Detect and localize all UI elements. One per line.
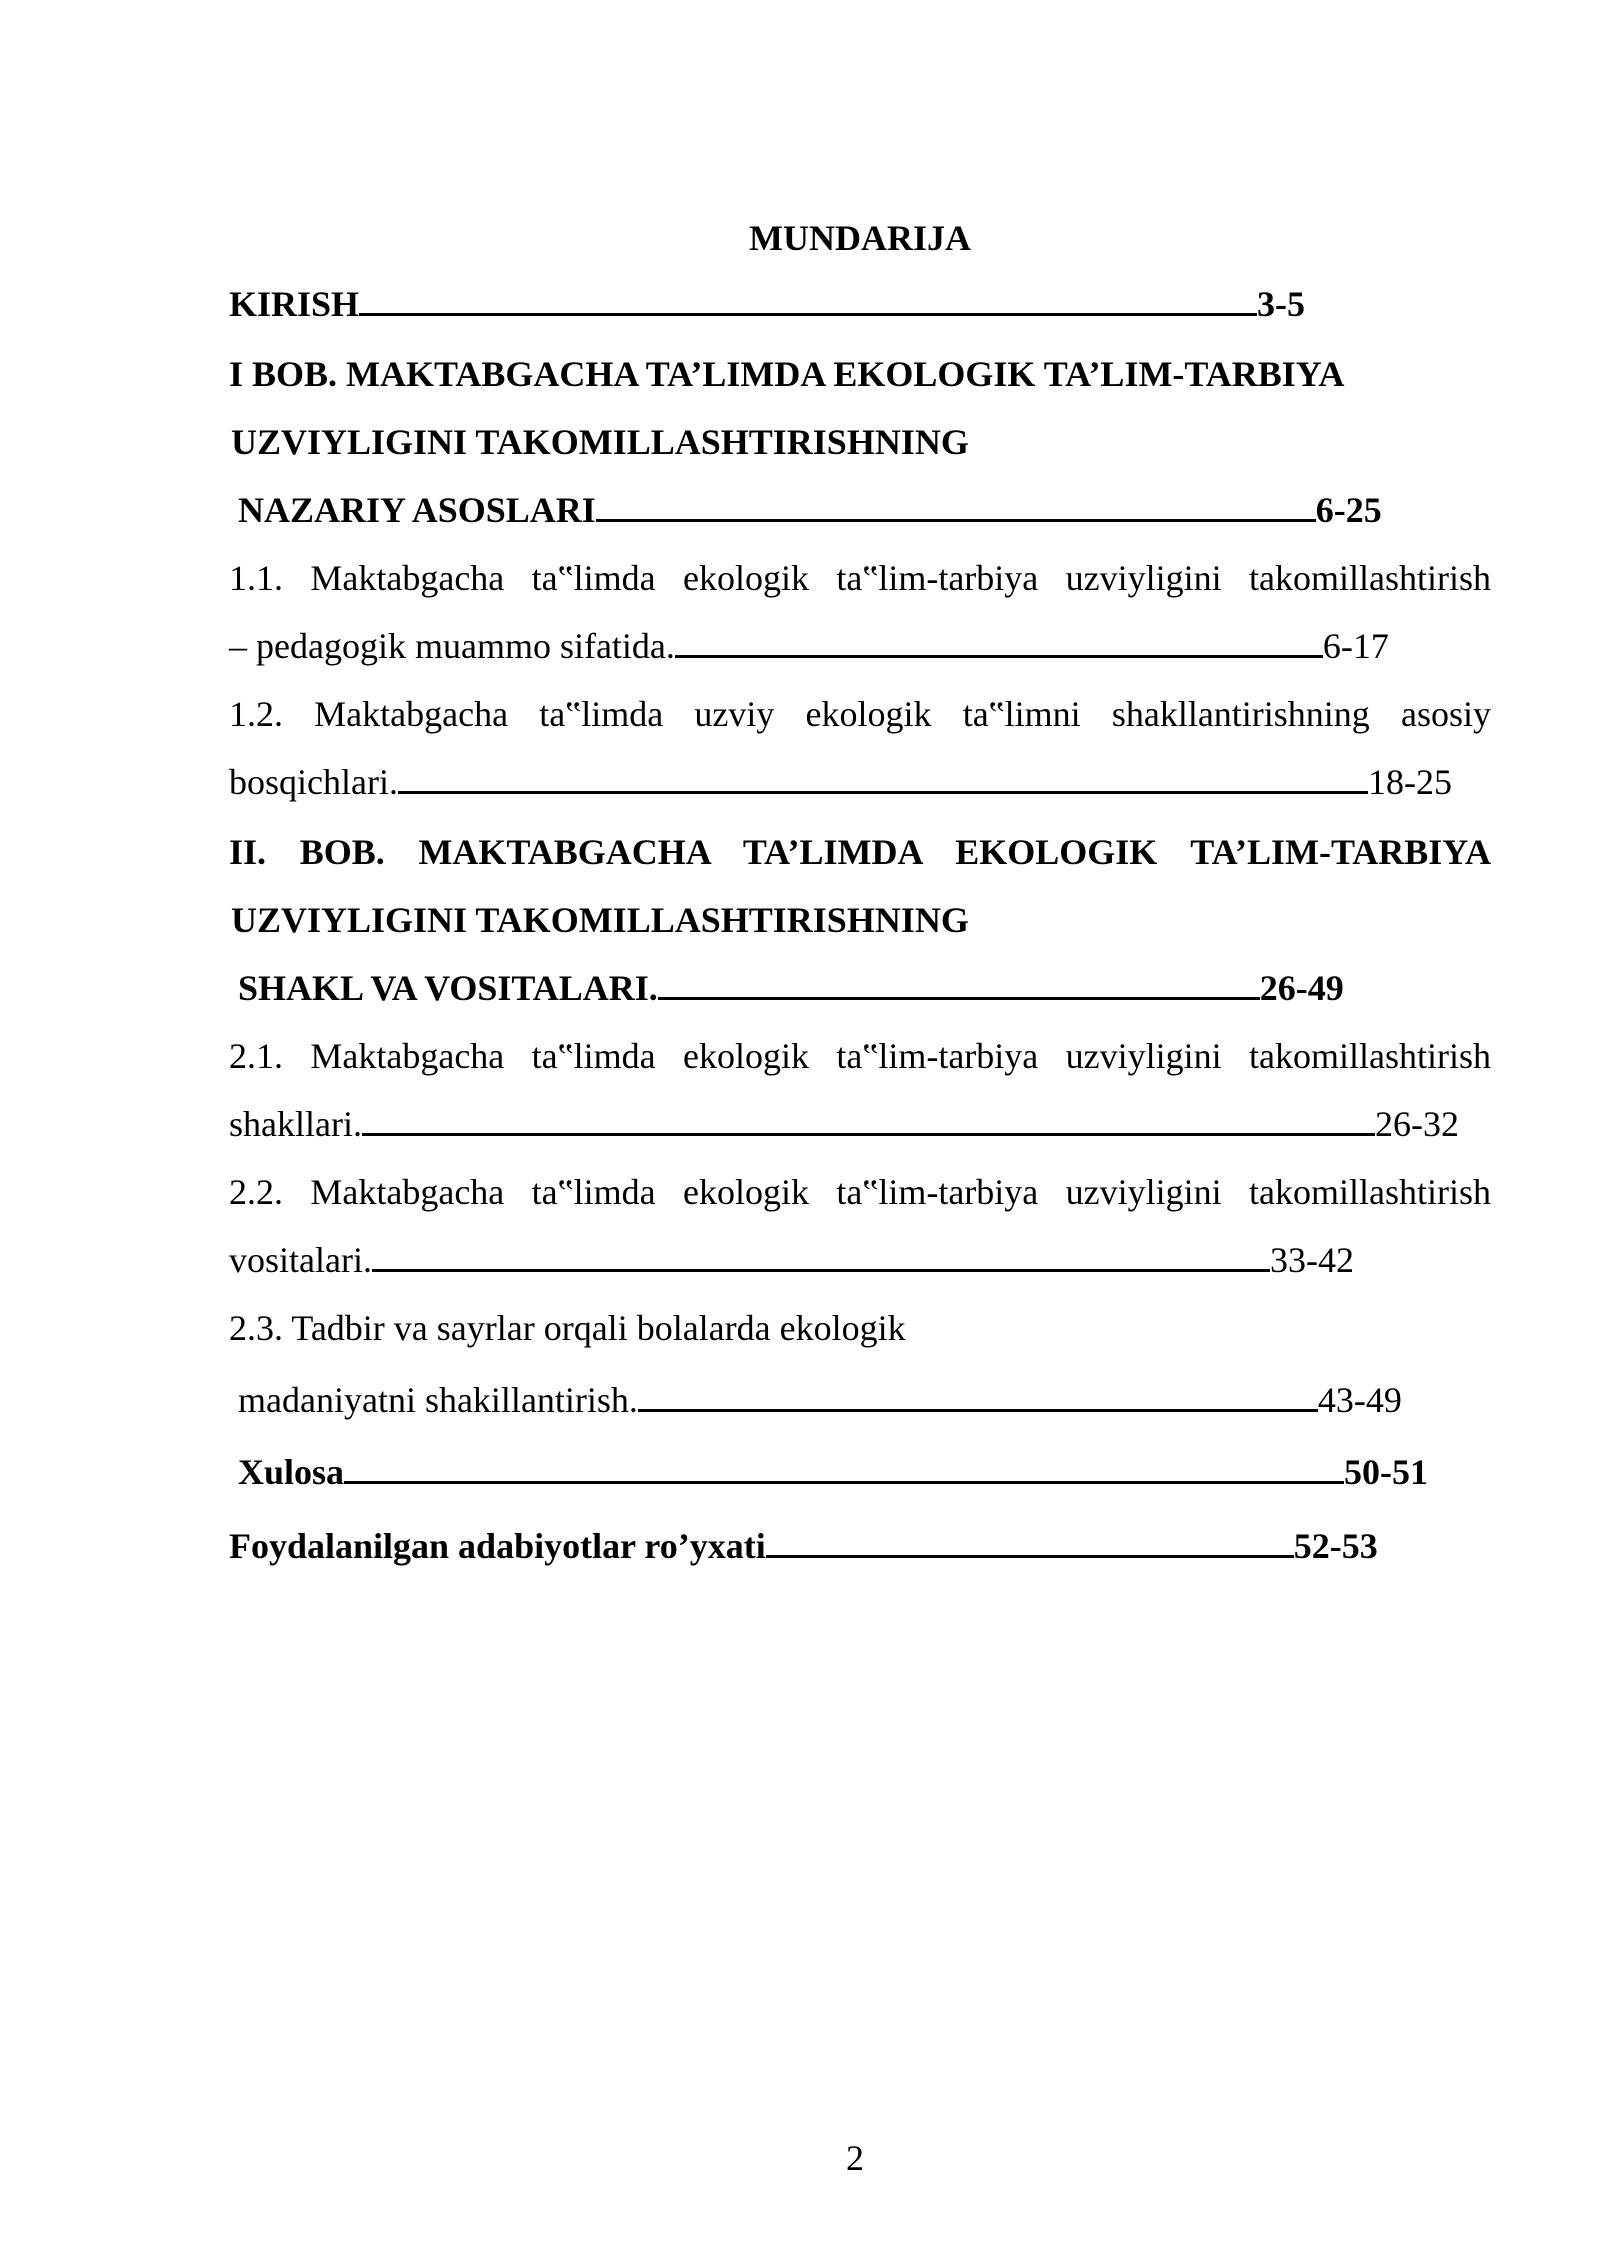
leader-line (675, 655, 1323, 658)
page-number: 2 (846, 2138, 864, 2178)
toc-chapter1-line2: UZVIYLIGINI TAKOMILLASHTIRISHNING (231, 422, 969, 462)
toc-section-1-1-line2 (229, 624, 1491, 668)
toc-entry-kirish (229, 282, 1491, 326)
toc-pages: 6-25 (1315, 490, 1382, 530)
leader-line (658, 997, 1260, 1000)
toc-label: Xulosa (238, 1452, 345, 1492)
toc-pages: 50-51 (1344, 1452, 1429, 1492)
toc-section-2-2-line1: 2.2. Maktabgacha ta‟limda ekologik ta‟lim-tarbiya uzviyligini takomillashtirish (229, 1172, 1491, 1212)
toc-label: Foydalanilgan adabiyotlar ro’yxati (229, 1526, 766, 1566)
toc-section-1-2-line1: 1.2. Maktabgacha ta‟limda uzviy ekologik ta‟limni shakllantirishning asosiy (229, 694, 1491, 734)
toc-entry-references (229, 1524, 1491, 1568)
toc-chapter1-line3 (238, 488, 1500, 532)
toc-label: KIRISH (229, 284, 360, 324)
toc-label: NAZARIY ASOSLARI (238, 490, 596, 530)
toc-label: SHAKL VA VOSITALARI. (238, 968, 658, 1008)
toc-pages: 6-17 (1322, 626, 1389, 666)
leader-line (372, 1269, 1270, 1272)
toc-chapter2-line2: UZVIYLIGINI TAKOMILLASHTIRISHNING (231, 900, 969, 940)
toc-section-1-2-line2 (229, 760, 1491, 804)
toc-chapter1-line1: I BOB. MAKTABGACHA TA’LIMDA EKOLOGIK TA’LIM-TARBIYA (229, 354, 1345, 394)
toc-pages: 3-5 (1257, 284, 1306, 324)
toc-pages: 52-53 (1293, 1526, 1378, 1566)
leader-line (398, 791, 1368, 794)
toc-label: bosqichlari. (229, 762, 398, 802)
toc-title: MUNDARIJA (749, 218, 971, 258)
toc-label: – pedagogik muammo sifatida. (229, 626, 675, 666)
leader-line (359, 313, 1257, 316)
toc-pages: 26-49 (1259, 968, 1344, 1008)
leader-line (362, 1133, 1375, 1136)
leader-line (344, 1481, 1344, 1484)
toc-section-2-1-line2 (229, 1102, 1491, 1146)
leader-line (596, 519, 1316, 522)
toc-pages: 26-32 (1374, 1104, 1459, 1144)
toc-section-2-2-line2 (229, 1238, 1491, 1282)
toc-section-1-1-line1: 1.1. Maktabgacha ta‟limda ekologik ta‟lim-tarbiya uzviyligini takomillashtirish (229, 558, 1491, 598)
leader-line (766, 1555, 1294, 1558)
toc-pages: 33-42 (1269, 1240, 1354, 1280)
toc-pages: 43-49 (1317, 1380, 1402, 1420)
toc-pages: 18-25 (1367, 762, 1452, 802)
toc-entry-xulosa (238, 1450, 1500, 1494)
toc-section-2-1-line1: 2.1. Maktabgacha ta‟limda ekologik ta‟lim-tarbiya uzviyligini takomillashtirish (229, 1036, 1491, 1076)
leader-line (638, 1409, 1318, 1412)
toc-chapter2-line3 (238, 966, 1500, 1010)
toc-section-2-3-line1: 2.3. Tadbir va sayrlar orqali bolalarda ekologik (229, 1308, 906, 1348)
toc-chapter2-line1: II. BOB. MAKTABGACHA TA’LIMDA EKOLOGIK TA’LIM-TARBIYA (229, 832, 1491, 872)
toc-label: shakllari. (229, 1104, 362, 1144)
toc-section-2-3-line2 (238, 1378, 1500, 1422)
toc-label: madaniyatni shakillantirish. (238, 1380, 638, 1420)
toc-label: vositalari. (229, 1240, 372, 1280)
